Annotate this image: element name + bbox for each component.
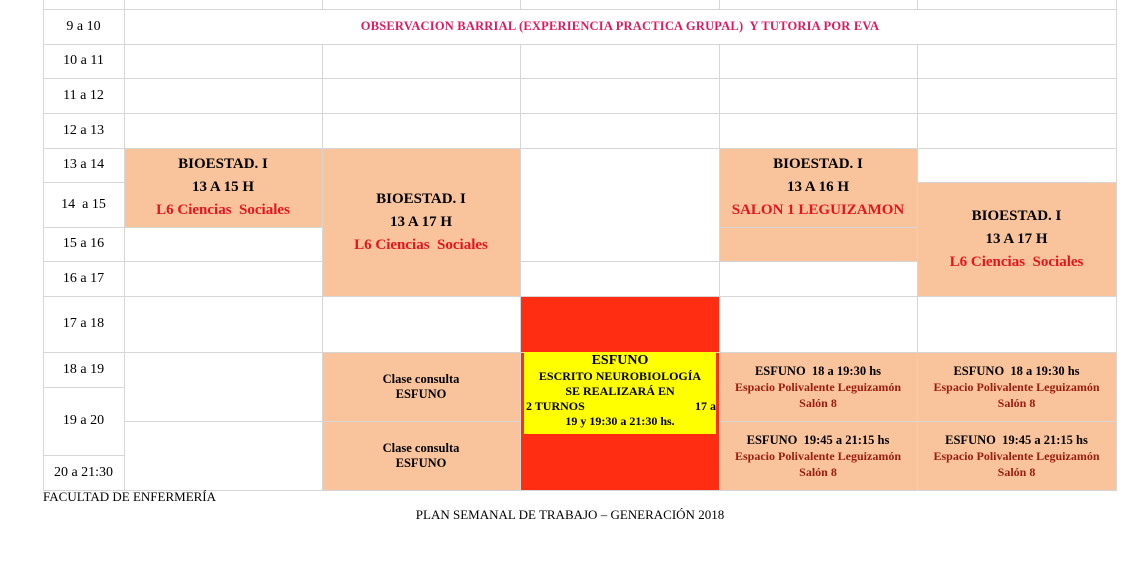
time-slot-10-11: 10 a 11 <box>63 53 104 68</box>
observacion-barrial-banner: OBSERVACION BARRIAL (EXPERIENCIA PRACTICA GRUPAL) Y TUTORIA POR EVA <box>360 19 880 33</box>
col4-esfuno-1 <box>719 356 917 418</box>
grid-line <box>719 44 720 491</box>
col5-bioestad-block <box>917 193 1116 285</box>
course-time: 13 A 16 H <box>786 179 850 195</box>
esfuno-detail-1: ESCRITO NEUROBIOLOGÍA <box>538 369 702 383</box>
grid-line <box>43 78 1117 79</box>
esfuno-room: Salón 8 <box>799 396 837 410</box>
grid-line <box>917 0 918 9</box>
time-slot-16-17: 16 a 17 <box>62 270 105 286</box>
consulta-course: ESFUNO <box>395 456 447 470</box>
esfuno-time: ESFUNO 19:45 a 21:15 hs <box>746 433 890 447</box>
grid-line <box>719 421 1117 422</box>
esfuno-time: ESFUNO 18 a 19:30 hs <box>754 364 882 378</box>
esfuno-place: Espacio Polivalente Leguizamón <box>933 380 1100 394</box>
esfuno-title: ESFUNO <box>591 353 649 368</box>
col5-esfuno-1 <box>917 356 1116 418</box>
col5-esfuno-2 <box>917 425 1116 487</box>
time-slot-14-15: 14 a 15 <box>61 196 106 212</box>
grid-line <box>520 44 521 491</box>
course-time: 13 A 15 H <box>191 179 255 195</box>
course-time: 13 A 17 H <box>985 230 1048 247</box>
time-slot-12-13: 12 a 13 <box>62 122 105 138</box>
esfuno-place: Espacio Polivalente Leguizamón <box>735 449 901 463</box>
esfuno-detail-4: 19 y 19:30 a 21:30 hs. <box>565 414 675 428</box>
course-room: SALON 1 LEGUIZAMON <box>731 202 905 218</box>
time-slot-13-14: 13 a 14 <box>62 157 105 172</box>
grid-line <box>124 0 125 491</box>
grid-line <box>719 227 917 228</box>
time-slot-18-19: 18 a 19 <box>62 361 105 377</box>
course-title: BIOESTAD. I <box>178 156 268 172</box>
col3-esfuno-box <box>524 352 716 434</box>
esfuno-place: Espacio Polivalente Leguizamón <box>735 380 901 394</box>
grid-line <box>719 0 720 9</box>
time-slot-15-16: 15 a 16 <box>62 236 105 251</box>
time-slot-20-2130: 20 a 21:30 <box>53 464 114 480</box>
col4-esfuno-2 <box>719 425 917 487</box>
col2-consulta-1 <box>322 352 520 421</box>
grid-line <box>520 0 521 9</box>
col2-consulta-2 <box>322 421 520 491</box>
course-room: L6 Ciencias Sociales <box>156 202 290 218</box>
esfuno-turnos: 2 TURNOS <box>526 399 585 413</box>
esfuno-time: ESFUNO 18 a 19:30 hs <box>953 364 1080 378</box>
course-time: 13 A 17 H <box>389 213 453 230</box>
col2-bioestad-block <box>322 176 520 268</box>
time-slot-19-20: 19 a 20 <box>62 413 105 428</box>
course-room: L6 Ciencias Sociales <box>949 253 1084 270</box>
course-title: BIOESTAD. I <box>971 207 1062 224</box>
grid-line <box>43 44 1117 45</box>
grid-line <box>43 296 1117 297</box>
esfuno-time: ESFUNO 19:45 a 21:15 hs <box>945 433 1088 447</box>
grid-line <box>322 0 323 9</box>
time-slot-9-10: 9 a 10 <box>66 18 101 34</box>
esfuno-detail-3 <box>524 399 716 414</box>
consulta-label: Clase consulta <box>382 371 460 386</box>
course-title: BIOESTAD. I <box>376 190 466 207</box>
grid-line <box>1116 0 1117 491</box>
esfuno-place: Espacio Polivalente Leguizamón <box>933 449 1100 463</box>
time-slot-17-18: 17 a 18 <box>62 316 105 331</box>
grid-line <box>917 182 1116 183</box>
consulta-label: Clase consulta <box>382 441 460 455</box>
esfuno-room: Salón 8 <box>997 465 1036 479</box>
faculty-label: FACULTAD DE ENFERMERÍA <box>43 489 217 504</box>
consulta-course: ESFUNO <box>395 386 447 401</box>
esfuno-room: Salón 8 <box>799 465 837 479</box>
col1-bioestad-block <box>124 148 322 227</box>
grid-line <box>43 113 1117 114</box>
esfuno-detail-2: SE REALIZARÁ EN <box>565 384 675 398</box>
course-room: L6 Ciencias Sociales <box>354 236 488 253</box>
plan-title: PLAN SEMANAL DE TRABAJO – GENERACIÓN 2018 <box>415 507 725 522</box>
grid-line <box>520 261 917 262</box>
col4-bioestad-block <box>719 148 917 227</box>
time-slot-11-12: 11 a 12 <box>63 87 104 103</box>
esfuno-time-start: 17 a <box>695 399 716 413</box>
course-title: BIOESTAD. I <box>773 156 863 172</box>
esfuno-room: Salón 8 <box>997 396 1036 410</box>
